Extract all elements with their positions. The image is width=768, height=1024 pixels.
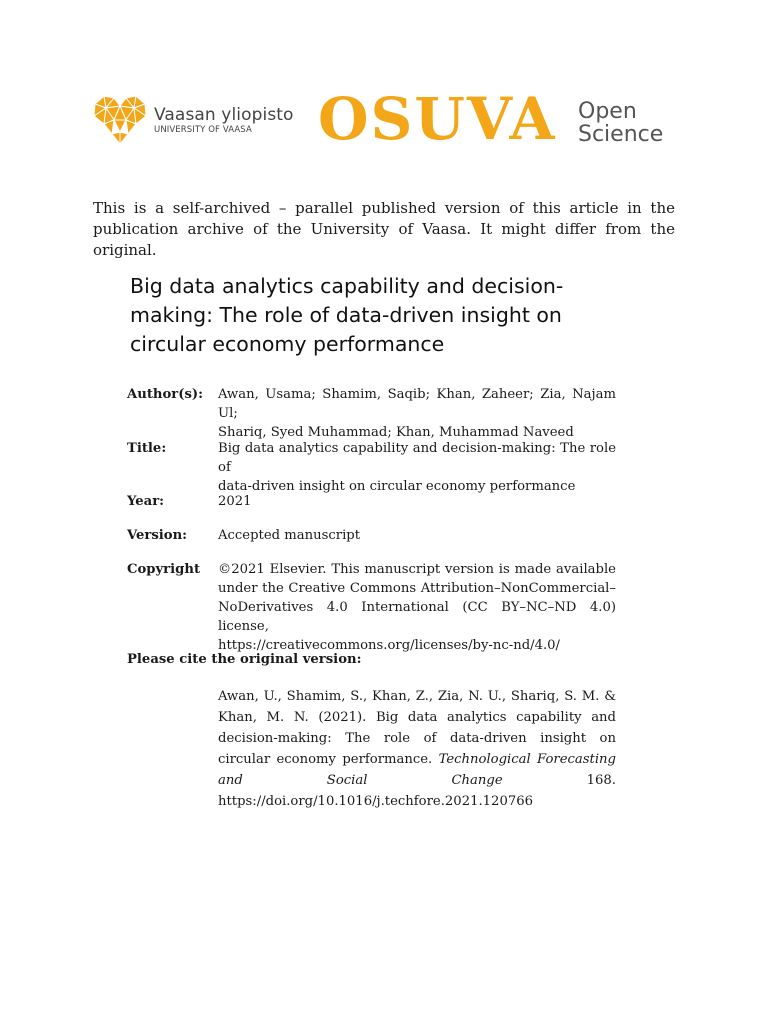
osuva-logo: OSUVA xyxy=(318,85,557,153)
copyright-value xyxy=(218,560,616,655)
citation-journal: Technological Forecasting and Social Change xyxy=(218,752,616,788)
copyright-line-1: ©2021 Elsevier. This manuscript version is made available xyxy=(218,562,616,577)
citation-volume-doi[interactable]: 168. https://doi.org/10.1016/j.techfore.2021.120766 xyxy=(218,773,616,809)
university-name: Vaasan yliopisto xyxy=(154,105,294,125)
authors-value xyxy=(218,385,616,442)
university-subtitle: UNIVERSITY OF VAASA xyxy=(154,125,252,135)
open-science-logo xyxy=(578,100,663,146)
open-text: Open xyxy=(578,99,637,124)
version-label: Version: xyxy=(127,528,188,543)
title-value xyxy=(218,439,616,496)
article-title: Big data analytics capability and decision-making: The role of data-driven insight on circular economy performance xyxy=(130,274,564,356)
title-line-1: Big data analytics capability and decision-making: The role of xyxy=(218,441,616,475)
citation-text xyxy=(218,686,616,812)
authors-label: Author(s): xyxy=(127,387,204,402)
cite-heading: Please cite the original version: xyxy=(127,652,362,667)
logo-bar xyxy=(92,85,682,160)
authors-line-2: Shariq, Syed Muhammad; Khan, Muhammad Naveed xyxy=(218,425,574,440)
copyright-line-4[interactable]: https://creativecommons.org/licenses/by-nc-nd/4.0/ xyxy=(218,638,560,653)
heart-icon xyxy=(92,94,148,146)
university-logo xyxy=(92,94,294,146)
year-value: 2021 xyxy=(218,494,252,509)
title-label: Title: xyxy=(127,441,167,456)
copyright-line-2: under the Creative Commons Attribution–NonCommercial– xyxy=(218,581,616,596)
year-label: Year: xyxy=(127,494,165,509)
version-value: Accepted manuscript xyxy=(218,528,361,543)
copyright-line-3: NoDerivatives 4.0 International (CC BY–NC–ND 4.0) license, xyxy=(218,600,616,634)
authors-line-1: Awan, Usama; Shamim, Saqib; Khan, Zaheer; Zia, Najam Ul; xyxy=(218,387,616,421)
title-line-2: data-driven insight on circular economy performance xyxy=(218,479,576,494)
copyright-label: Copyright xyxy=(127,562,201,577)
citation-authors-title: Awan, U., Shamim, S., Khan, Z., Zia, N. U., Shariq, S. M. & Khan, M. N. (2021). Big data analytics capability and decision-making: The role of data-driven insight on circular economy performance. xyxy=(218,689,616,767)
science-text: Science xyxy=(578,122,664,147)
archive-notice: This is a self-archived – parallel published version of this article in the publication archive of the University of Vaasa. It might differ from the original. xyxy=(93,199,675,259)
